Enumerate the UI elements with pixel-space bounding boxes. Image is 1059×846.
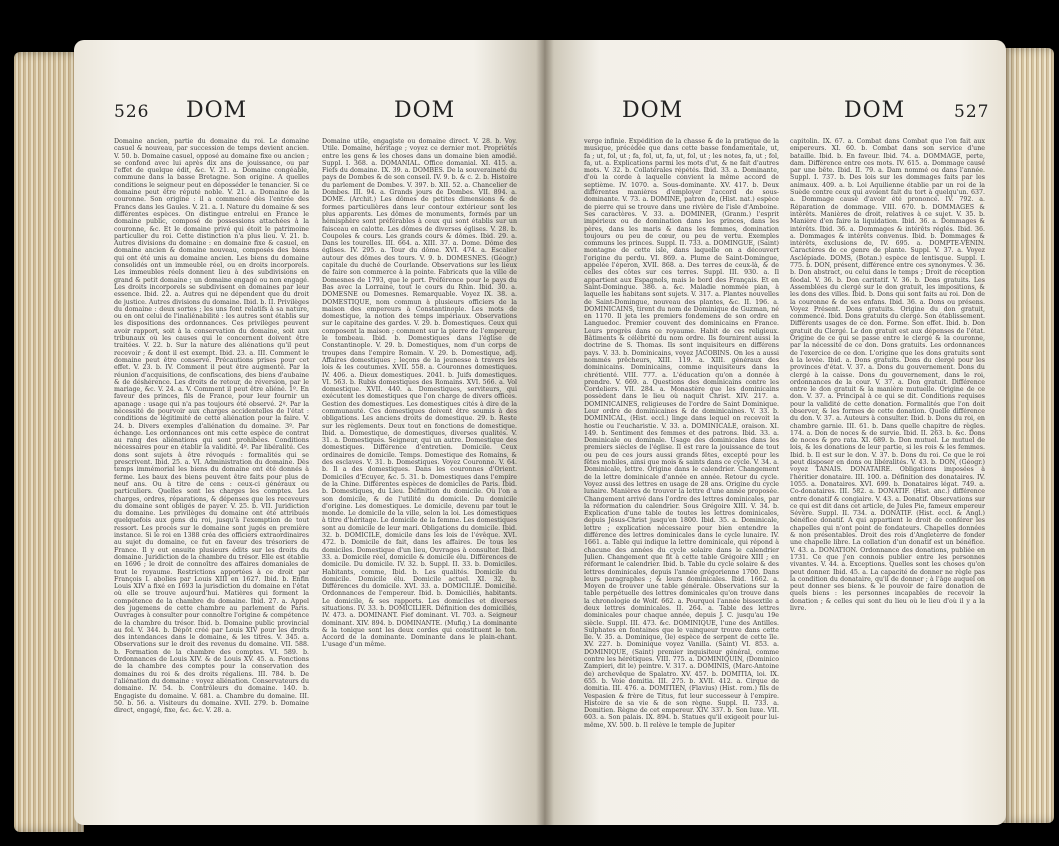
- right-col1-text: verge infinie. Expédition de la chasse & de la pratique de la musique, précédée que dans cette basse fondamentale, ut, fa ; ut, fol, ut ; fa, fol, ut, fa, ut, fol, ut ; les notes, fa, ut ; fol, fa, ut. a. Explications parmi les mots d'ut, & ne fait d'autres mots. V. 32. b. Collatérales répétés. Ibid. 33. a. Dominante, d'où la corde à laquelle convient la même accord de septième. IV. 1070. a. Sous-dominante. XV. 417. b. Deux différentes manières d'employer l'accord de sous-dominante. V. 73. a. DOMINE, patron de, (Hist. nat.) espèce de pierre qui se trouve dans une rivière de l'isle d'Amboine. Ses caractères. V. 33. a. DOMINER, (Granm.) l'esprit impérieux ou de domination dans les princes, dans les pères, dans les maris & dans les femmes, domination toujours ou peu de cœur, ou peu de vertu. Exemples communs les princes. Suppl. II. 733. a. DOMINGUE, (Saint) montagne de cette isle, dans laquelle on a découvert l'origine du perdu. VI. 869. a. Plume de Saint-Domingue, appelée l'éperon, XVII. 868. a. Des terres de ceux-là, & de celles des côtes sur ces terres. Suppl. III. 930. a. Il appartient aux Espagnols, mais le bord des Français. Et en Saint-Domingue. 386. a. &c. Maladie nommée pian, à laquelle les habitans sont sujets. V. 317. a. Plantes nouvelles de Saint-Domingue, nouveau des plantes, &c. II. 196. a. DOMINICAINS, tirent du nom de Dominique de Guzman, né en 1170. Il jeta les premiers fondemens de son ordre en Languedoc. Premier couvent des dominicains en France. Leurs progrès dans ce royaume. Habit de ces religieux. Bâtiments & célébrité du nom ordre. Ils fournirent aussi la doctrine de S. Thomas. Ils sont inquisiteurs en différens pays. V. 33. b. Dominicains, voyez JACOBINS. On les a aussi nommés prêcheurs, XIII. 119. a. XIII. généraux des dominicains. Dominicains, comme inquisiteurs dans la chrétienté. VIII. 777. a. L'éducation qu'on a donnée à prendre. V. 669. a. Questions des dominicains contre les Cordeliers. VII. 284. a. Monastère que les dominicains possèdent dans le lieu où naquit Christ. XIV. 217. a. DOMINICAINES, religieuses de l'ordre de Saint Dominique. Leur ordre de dominicaines & de dominicaines. V. 33. b. DOMINICAL, (Hist. eccl.) linge dans lequel on recevoit la hostie ou l'eucharistie. V. 33. a. DOMINICALE, oraison. XI. 149. b. Sentiment des femmes et des patrons. Ibid. 33. a. Dominicale ou dominale. Usage des dominicales dans les premiers siècles de l'église. Il est rare la jouissance de tout ou peu de ces jours aussi grands fêtes, excepté pour les fêtes mobiles, ainsi que mois & saints dans ce cycle. V. 34. a. Dominicale, lettre. Origine dans le calendrier. Changement de la lettre dominicale d'année en année. Retour du cycle. Voyez aussi des lettres en usage de 28 ans. Origine du cycle lunaire. Manières de trouver la lettre d'une année proposée. Changement arrivé dans l'ordre des lettres dominicales, par la réformation du calendrier. Sous Grégoire XIII. V. 34. b. Explication d'une table de toutes les lettres dominicales, depuis Jésus-Christ jusqu'en 1800. Ibid. 35. a. Dominicale, lettre ; explication nécessaire pour bien entendre la différence des lettres dominicales dans le cycle lunaire. IV. 1661. a. Table qui indique la lettre dominicale, qui répond à chacune des années du cycle solaire dans le calendrier Julien. Changement que fit à cette table Grégoire XIII ; en réformant le calendrier. Ibid. b. Table du cycle solaire & des lettres dominicales, depuis l'année grégorienne 1700. Dans leurs paragraphes ; & leurs dominicales. Ibid. 1662. a. Moyen de trouver une table générale. Observations sur la table perpétuelle des lettres dominicales qu'on trouve dans la chronologie de Wolf. 662. a. Pourquoi l'année bissextile a deux lettres dominicales. II. 264. a. Table des lettres dominicales pour chaque année, depuis J. C. jusqu'au 19e siècle. Suppl. III. 473. &c. DOMINIQUE, l'une des Antilles. Sulphates en fontaines que le vainqueur trouve dans cette île. V. 35. a. Dominique, (le) espèce de serpent de cette île. XV. 227. b. Dominique voyez Vanilla. (Saint) VI. 853. a. DOMINIQUE, (Saint) premier inquisiteur général, comme contre les hérétiques. VIII. 775. a. DOMINIQUIN, (Dominico Zampieri, dit le) peintre. V. 317. a. DOMINIS, (Marc-Antoine de) archevêque de Spalatro. XV. 457. b. DOMITIA, loi. IX. 655. b. Voie domitia. III. 275. b. XVII. 412. a. Cirque de domitia. III. 476. a. DOMITIEN, (Flavius) (Hist. rom.) fils de Vespasien & frère de Titus, fut leur successeur à l'empire. Histoire de sa vie & de son règne. Suppl. II. 733. a. Domitien. Règne de cet empereur. XIV. 337. b. Son luxe. VII. 603. a. Son palais. IX. 894. b. Statues qu'il exigeoit pour lui-même, XV. 500. b. Il relève le temple de Jupiter: [584, 138, 779, 729]
- left-page: [74, 40, 544, 825]
- left-page-column-1: [114, 138, 309, 798]
- running-head-left-1: DOM: [186, 98, 248, 123]
- left-page-column-2: [322, 138, 517, 798]
- right-page-column-2: [790, 138, 985, 798]
- right-page-column-1: [584, 138, 779, 798]
- left-col2-text: Domaine utile, engagiste ou domaine direct. V. 28. b. Voy. Utile. Domaine, héritage ; voyez ce dernier mot. Propriétés entre les gens & les choses dans un domaine bien amodié. Suppl. I. 368. a. DOMANIAL. Office domanial. XI. 415. a. Fiefs du domaine. IX. 39. a. DOMBES. De la souveraineté du pays de Dombes & de son conseil. IV. 9. b. & c. 2. b. Histoire du parlement de Dombes. V. 397. b. XII. 52. a. Chancelier de Dombes. III. 94. a. Grands jours de Dombes. VII. 894. a. DOME. (Archit.) Les dômes de petites dimensions & de formes particulières dans leur contour extérieur sont les plus apparents. Les dômes de monuments, formés par un hémisphère sont préférables à ceux qui sont établis sur un faisceau en calotte. Les dômes de diverses églises. V. 28. b. Coupoles & cours. Les grands cours & dômes. Ibid. 29. a. Dans les tourelles. III. 664. a. XIII. 37. a. Dome. Dôme des églises. IV. 295. a. Tour du dôme. XVI. 474. a. Escalier autour des dômes des tours. V. 9. b. DOMESNES. (Géogr.) capitale du duché de Courlande. Observations sur les lieux de faire son commerce à la pointe. Fabricats que la ville de Domesnes de 1793, que le port. Préférence pour le pays du Bas avec la Lorraine, tout le cours du Rhin. Ibid. 30. a. DOMESNE ou Domesnes. Remarquable. Voyez IX. 38. a. DOMESTIQUE, nom commun à plusieurs officiers de la maison des empereurs à Constantinople. Les mots de domestique, la notion des temps impériaux. Observations sur le capitaine des gardes. V. 29. b. Domestiques. Ceux qui composent la maison ; comment sur la pierre de l'empereur, le tombeau. Ibid. b. Domestiques dans l'église de Constantinople. V. 29. b. Domestiques, nom d'un corps de troupes dans l'empire Romain. V. 29. b. Domestique, adj. Affaires domestiques ; leçons de la jeunesse à travers les lois & les coutumes. XVII. 558. a. Couronnes domestiques. IV. 406. a. Dieux domestiques. 2041. b. Juifs domestiques. VI. 563. b. Rubis domestiques des Romains. XVI. 566. a. Vol domestique. XVII. 440. a. Domestiques, serviteurs, qui exécutent les domestiques que l'on charge de divers offices. Gestion des domestiques. Les domestiques cités à dire de la communauté. Ces domestiques doivent être soumis à des obligations. Les anciens droits de domestique. 29. b. Reste sur les règlements. Deux tout en fonctions de domestique. Ibid. a. Domestique, de domestiques, diverses qualités. V. 31. a. Domestiques. Seigneur, qui un autre. Domestique des domestiques. Différence d'entretien. Domicile. Ceux ordinaires de domicile. Temps. Domestique des Romains, & des esclaves. V. 31. b. Domestiques. Voyez Couronne. V. 64. b. Il a des domestiques. Dans les couronnes d'Orient. Domiciles d'Ecuyer, &c. 5. 31. b. Domestiques dans l'empire de la Chine. Différentes espèces de domiciles de Paris. Ibid. b. Domestiques, du Lieu. Définition du domicile. Où l'on a son domicile, & de l'utilité du domicile. Du domicile d'origine. Les domestiques. Le domicile, devenu par tout le monde. Le domicile de la ville, selon la loi. Les domestiques à titre d'héritage. Le domicile de la femme. Les domestiques sont au domicile de leur mari. Obligations du domicile. Ibid. 32. b. DOMICILE, domicile dans les lois de l'évêque. XVI. 472. b. Domicile de fait, dans les affaires. De tous les domiciles. Domestique d'un lieu, Ouvrages à consulter. Ibid. 33. a. Domicile réel, domicile & domicile élu. Différences de domicile. Du domicile. IV. 32. b. Suppl. II. 33. b. Domiciles. Habitants, comme, Ibid. b. Les qualités. Domicile du domicile. Domicile élu. Domicile actuel. XI. 32. b. Différences du domicile. XVI. 33. a. DOMICILIÉ. Domicilié. Ordonnances de l'empereur. Ibid. b. Domiciliés, habitants. Le domicile, & ses rapports. Les domiciles et diverses situations. IV. 33. b. DOMICILIER. Définition des domiciliés, IV. 473. a. DOMINANT. Fief dominant. VI. 703. a. Seigneur dominant. XIV. 894. b. DOMINANTE. (Mufiq.) La dominante & la tonique sont les deux cordes qui constituent le ton. Accord de la dominante. Dominante dans le plain-chant. L'usage d'un même.: [322, 138, 517, 649]
- running-head-right-1: DOM: [622, 98, 684, 123]
- page-number-left: 526: [114, 102, 150, 122]
- running-head-left-2: DOM: [394, 98, 456, 123]
- right-page-edges: [1002, 48, 1054, 823]
- page-number-right: 527: [954, 102, 990, 122]
- right-page: [544, 40, 1006, 825]
- right-col2-text: capitolin. IX. 67. a. Combat dans Combat que l'on fait aux empereurs. XI. 60. b. Combat dans son service d'une bataille. Ibid. b. En faveur. Ibid. 74. a. DOMMAGE, perte, dam. Différence entre ces mots. IV. 615. a. Dommage causé par une bête. Ibid. II. 79. a. Dam nommé ou dans l'année. Suppl. I. 737. b. Des lois sur les dommages faits par les animaux. 409. a. b. Loi Aquilienne établie par un roi de la Suède contre ceux qui avoient fait du tort à quelqu'un. 637. a. Dommage causé d'avoir été prononcé. IV. 792. a. Réparation de dommage. VIII. 670. b. DOMMAGES & intérêts. Manières de droit, relatives à ce sujet. V. 35. b. Manière d'en faire la liquidation. Ibid. 36. a. Dommages & intérêts. Ibid. 36. a. Dommages & intérêts réglés. Ibid. 36. a. Dommages & intérêts convenus. Ibid. b. Dommages & intérêts, exclusions de, IV. 695. a. DOMPTE-VENIN. Caractères de ce genre de plante. Suppl. V. 37. a. Voyez Asclépiade. DOMS, (Botan.) espèce de lentisque. Suppl. I. 775. b. DON, présent, différence entre ces synonymes. V. 36. b. Don abstract, ou celui dans le temps ; Droit de réception féodal. V. 36. b. Don caritatif. V. 36. b. Dons gratuits. Les Assemblées du clergé sur le don gratuit, les impositions, & les dons des villes. Ibid. b. Dons qui sont faits au roi. Don de la couronne & de ses enfans. Ibid. 36. a. Dons ou présens. Voyez Présent. Dons gratuits. Origine du don gratuit, commencé. Ibid. Dons gratuits du clergé. Son établissement. Différents usages de ce don. Forme. Son effet. Ibid. b. Don gratuit du Clergé. Le don gratuit est aux dépenses de l'état. Origine de ce qui se passe entre le clergé & la couronne, par la nécessité de ce don. Dons gratuits. Les ordonnances de l'exercice de ce don. L'origine que les dons gratuits sont à la levée. Ibid. a. Dons gratuits. Dons du clergé pour les provinces d'état. V. 37. a. Dons du gouvernement. Dons du clergé à la caisse. Dons du gouvernement, dans le roi, ordonnances de la cour. V. 37. a. Don gratuit. Différence entre le don gratuit & la manière mutuelle. Origine de ce don. V. 37. a. Principal à ce qui se dit. Conditions requises pour la validité de cette donation. Formalités que l'on doit observer, & les formes de cette donation. Quelle différence du don. V. 37. a. Auteurs à consulter. Ibid. b. Dons du roi, en chambre garnie. III. 61. b. Dans quelle chapitre de règles. 174. a. Don de noces & de survie. Ibid. II. 263. b. &c. Dons de noces & pro rata. XI. 689. b. Don mutuel. Le mutuel de lois, & les donations de leur partie, si les rois & les femmes. Ibid. b. Il est sur le don. V. 37. b. Dons du roi. Ce que le roi peut disposer en dons ou libéralités. V. 43. b. DON, (Géogr.) voyez TANAIS. DONATAIRE. Obligations imposées à l'héritier donataire. III. 100. a. Définition des donataires. IV. 1055. a. Donataires. XVI. 699. b. Donataires légat. 749. a. Co-donataires. III. 582. a. DONATIF. (Hist. anc.) différence entre donatif & congiaire. V. 43. a. Donatif. Observations sur ce qui est dit dans cet article, de Jules Pie, fameux empereur Sévère. Suppl. II. 734. a. DONATIF. (Hist. eccl. & Angl.) bénéfice donatif. A qui appartient le droit de conférer les chapelles qui n'ont point de fondateurs. Chapelles données & non présentables. Droit des rois d'Angleterre de fonder une chapelle libre. La collation d'un donatif est un bénéfice. V. 43. a. DONATION. Ordonnance des donations, publiée en 1731. Ce que j'en connois publier entre les personnes vivantes. V. 44. a. Exceptions. Quelles sont les choses qu'on peut donner. Ibid. 45. a. La capacité de donner ne règle pas la condition du donataire, qu'il de donner ; à l'âge auquel on peut donner ses biens. & le pouvoir de faire donation de quels biens : les personnes incapables de recevoir la donation ; & celles qui sont du lieu où le lieu d'où il y a la livre.: [790, 138, 985, 612]
- open-book: [14, 30, 1054, 835]
- book-gutter: [536, 40, 554, 825]
- left-col1-text: Domaine ancien, partie du domaine du roi. Le domaine casuel & nouveau, par succession de temps devient ancien. V. 50. b. Domaine casuel, opposé au domaine fixe ou ancien ; se confond avec lui après dix ans de jouissance, ou par l'effet de quelque édit, &c. V. 21. a. Domaine congéable, commune dans la basse Bretagne. Son origine. A quelles conditions le seigneur peut en déposséder le tenancier. Si ce domaine peut être réputé noble. V. 21. a. Domaine de la couronne. Son origine : il a commencé dès l'entrée des Francs dans les Gaules. V. 21. a. I. Nature du domaine & ses différentes espèces. On distingue entrelui en France le domaine public, composé de possessions attachées à la couronne, &c. Et le domaine privé qui étoit le patrimoine particulier du roi. Cette distinction n'a plus lieu. V. 21. b. Autres divisions du domaine : en domaine fixe & casuel, en domaine ancien & domaine nouveau, composés des biens qui ont été unis au domaine ancien. Les biens du domaine consolidés ont un immeuble réel, ou en droits incorporels. Les immeubles réels donnent lieu à des subdivisions en grand & petit domaine ; un domaine engagé ou non engagé. Les droits incorporels se subdivisent en domaines par leur essence. Ibid. 22. a. Autres qui ne dépendent que du droit de justice. Autres divisions du domaine. Ibid. b. II. Privilèges du domaine : deux sortes ; les uns font relatifs à sa nature, ou en ont celui de l'inaliénabilité : les autres sont établis sur les dispositions des ordonnances. Ces privilèges peuvent avoir rapport, soit à la conservation du domaine, soit aux tribunaux où les causes qui le concernent doivent être traitées. V. 22. b. Sur la nature des aliénations qu'il peut recevoir ; & dont il est exempt. Ibid. 23. a. III. Comment le domaine peut être conservé. Précautions prises pour cet effet. V. 23. b. IV. Comment il peut être augmenté. Par la réunion d'acquisitions, de confiscations, des biens d'aubaine & de déshérence. Les droits de retour, de réversion, par le mariage, &c. V. 24. a. V. Comment il peut être aliéné. 1º. En faveur des princes, fils de France, pour leur fournir un apanage : usage qui n'a pas toujours été observé. 2º. Par la nécessité de pourvoir aux charges accidentelles de l'état : conditions de légitimité de cette aliénation pour la faire. V. 24. b. Divers exemples d'aliénation du domaine. 3º. Par échange. Les ordonnances ont mis cette espèce de contrat au rang des aliénations qui sont prohibées. Conditions nécessaires pour en établir la validité. 4º. Par libéralité. Ces dons sont sujets à être révoqués : formalités qui se prescrivent. Ibid. 25. a. VI. Administration du domaine. Dès temps immémorial les biens du domaine ont été donnés à ferme. Les baux des biens peuvent être faits pour plus de neuf ans. Ou à titre de cens : ceux-ci généraux ou particuliers. Quelles sont les charges les comptes. Les charges, ordres, réparations, & dépenses que les receveurs du domaine sont obligés de payer. V. 25. b. VII. Juridiction du domaine. Les privilèges du domaine ont été attribués quelquefois aux gens du roi, jusqu'à l'exemption de tout ressort. Les procès sur le domaine sont jugés en première instance. Si le roi en 1388 créa des officiers extraordinaires au sujet du domaine, ce fut en faveur des trésoriers de France. Il y eut ensuite plusieurs édits sur les droits du domaine. Juridiction de la chambre du trésor. Elle est établie en 1696 ; le droit de connoître des affaires domaniales de tout le royaume. Restrictions apportées à ce droit par François I. abolies par Louis XIII en 1627. Ibid. b. Enfin Louis XIV a fixé en 1693 la jurisdiction du domaine en l'état où elle se trouve aujourd'hui. Matières qui forment la compétence de la chambre du domaine. Ibid. 27. a. Appel des jugemens de cette chambre au parlement de Paris. Ouvrages à consulter pour connoître l'origine & compétence de la chambre du trésor. Ibid. b. Domaine public provincial au fol. V. 344. b. Dépôt créé par Louis XIV pour les droits des intendances dans le domaine, & les titres. V. 345. a. Observations sur le droit des revenus du domaine. VII. 588. b. Formation de la chambre des comptes. VI. 589. b. Ordonnances de Louis XIV. & de Louis XV. 45. a. Fonctions de la chambre des comptes pour la conservation des domaines du roi & des droits régaliens. III. 784. b. De l'aliénation du domaine : voyez aliénation. Conservateurs du domaine. IV. 54. b. Contrôleurs du domaine. 140. b. Engagiste du domaine. V. 681. a. Chambre du domaine. III. 50. b. 56. a. Visiteurs du domaine. XVII. 279. b. Domaine direct, engagé, fixe, &c. &c. V. 28. a.: [114, 138, 309, 715]
- running-head-right-2: DOM: [844, 98, 906, 123]
